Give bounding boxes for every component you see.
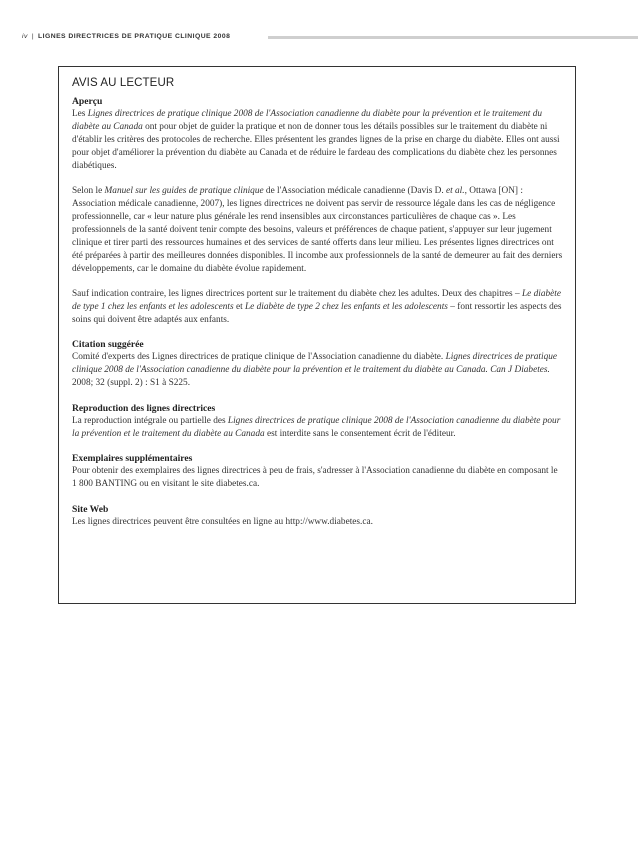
- reproduction-heading: Reproduction des lignes directrices: [72, 402, 216, 414]
- website-heading: Site Web: [72, 504, 109, 516]
- copies-heading: Exemplaires supplémentaires: [72, 453, 193, 465]
- copies-text: Pour obtenir des exemplaires des lignes directrices à peu de frais, s'adresser à l'Association canadienne du diabète en composant le 1 800 BANTING ou en visitant le site diabetes.ca.: [72, 466, 558, 490]
- overview-heading: Aperçu: [72, 96, 103, 107]
- citation-text: Comité d'experts des Lignes directrices de pratique clinique de l'Association canadienne du diabète. Lignes directrices de pratique clinique 2008 de l'Association canadienne du diabète pour la prévention et le traitement du diabète au Canada. Can J Diabetes. 2008; 32 (suppl. 2) : S1 à S225.: [72, 352, 558, 389]
- running-title: LIGNES DIRECTRICES DE PRATIQUE CLINIQUE 2008: [38, 32, 231, 40]
- overview-paragraph-3: Sauf indication contraire, les lignes directrices portent sur le traitement du diabète chez les adultes. Deux des chapitres – Le diabète de type 1 chez les enfants et les adolescents et Le diabète de type 2 chez les enfants et les adolescents – font ressortir les aspects des soins qui doivent être adaptés aux enfants.: [72, 288, 562, 325]
- overview-paragraph-1: Les Lignes directrices de pratique clinique 2008 de l'Association canadienne du diabète pour la prévention et le traitement du diabète au Canada ont pour objet de guider la pratique et non de donner tous les détails possibles sur le traitement du diabète ni d'établir les critères des protocoles de recherche. Elles présentent les grandes lignes de la prise en charge du diabète. Elles ont aussi pour objet d'améliorer la prévention du diabète au Canada et de réduire le fardeau des complications du diabète chez les personnes diabétiques.: [72, 109, 560, 172]
- notice-box: [58, 66, 576, 604]
- page-number: iv: [22, 32, 28, 40]
- citation-heading: Citation suggérée: [72, 339, 144, 351]
- reproduction-text: La reproduction intégrale ou partielle des Lignes directrices de pratique clinique 2008 de l'Association canadienne du diabète pour la prévention et le traitement du diabète au Canada est interdite sans le consentement écrit de l'éditeur.: [72, 415, 561, 439]
- notice-title: AVIS AU LECTEUR: [72, 77, 175, 89]
- header-separator: |: [31, 32, 35, 40]
- website-text: Les lignes directrices peuvent être consultées en ligne au http://www.diabetes.ca.: [72, 517, 373, 528]
- overview-paragraph-2: Selon le Manuel sur les guides de pratique clinique de l'Association médicale canadienne (Davis D. et al., Ottawa [ON] : Association médicale canadienne, 2007), les lignes directrices ne doivent pas servir de ressource légale dans les cas de négligence professionnelle, car « leur nature plus générale les rend insensibles aux circonstances particulières de chaque cas ». Les professionnels de la santé doivent tenir compte des besoins, valeurs et préférences de chaque patient, s'appuyer sur leur jugement clinique et tirer parti des ressources humaines et des services de santé offerts dans leur milieu. Les présentes lignes directrices ont été préparées à partir des meilleures données disponibles. Il incombe aux professionnels de la santé de demeurer au fait des derniers développements, car le domaine du diabète évolue rapidement.: [72, 185, 563, 275]
- header-rule: [268, 36, 638, 39]
